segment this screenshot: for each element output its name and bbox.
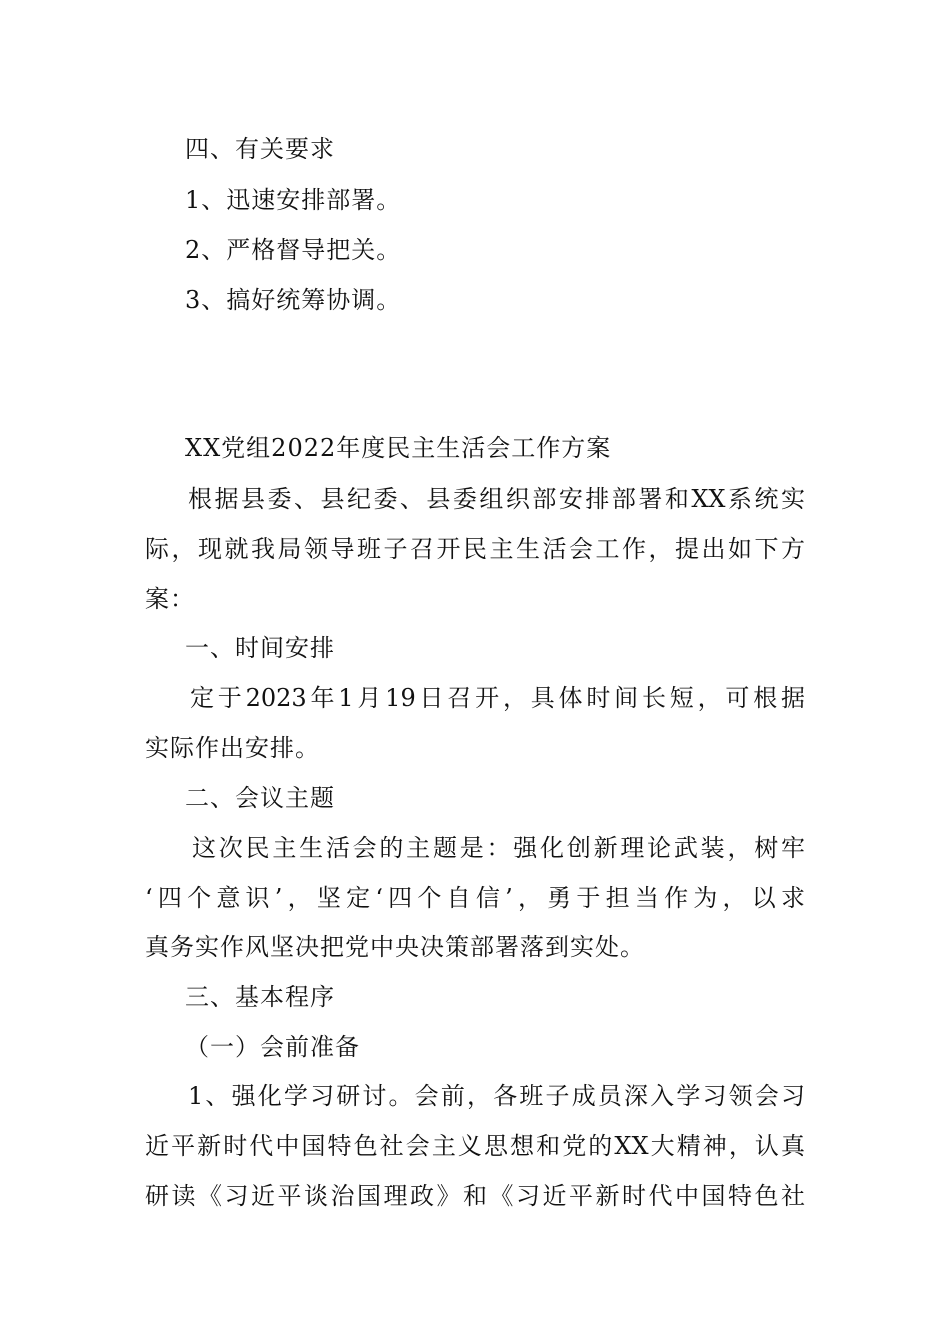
theme-line: ‘四个意识’，坚定‘四个自信’，勇于担当作为，以求 <box>145 884 805 912</box>
intro-line: 际，现就我局领导班子召开民主生活会工作，提出如下方 <box>145 535 805 563</box>
preparation-line: 近平新时代中国特色社会主义思想和党的XX大精神，认真 <box>145 1132 805 1160</box>
intro-line: 根据县委、县纪委、县委组织部安排部署和XX系统实 <box>188 485 805 513</box>
requirement-item: 1、迅速安排部署。 <box>185 186 402 214</box>
preparation-line: 研读《习近平谈治国理政》和《习近平新时代中国特色社 <box>145 1182 805 1210</box>
section-heading-schedule: 一、时间安排 <box>185 634 335 662</box>
intro-line: 案： <box>145 585 195 613</box>
preparation-line: 1、强化学习研讨。会前，各班子成员深入学习领会习 <box>188 1082 805 1110</box>
schedule-line: 定于2023年1月19日召开，具体时间长短，可根据 <box>190 684 805 712</box>
document-title: XX党组2022年度民主生活会工作方案 <box>185 434 612 462</box>
section-heading-requirements: 四、有关要求 <box>185 135 335 163</box>
schedule-line: 实际作出安排。 <box>145 734 320 762</box>
subsection-heading-preparation: （一）会前准备 <box>185 1033 360 1061</box>
theme-line: 这次民主生活会的主题是：强化创新理论武装，树牢 <box>192 834 805 862</box>
requirement-item: 2、严格督导把关。 <box>185 236 402 264</box>
requirement-item: 3、搞好统筹协调。 <box>185 286 402 314</box>
section-heading-procedure: 三、基本程序 <box>185 983 335 1011</box>
theme-line: 真务实作风坚决把党中央决策部署落到实处。 <box>145 933 645 961</box>
section-heading-theme: 二、会议主题 <box>185 784 335 812</box>
